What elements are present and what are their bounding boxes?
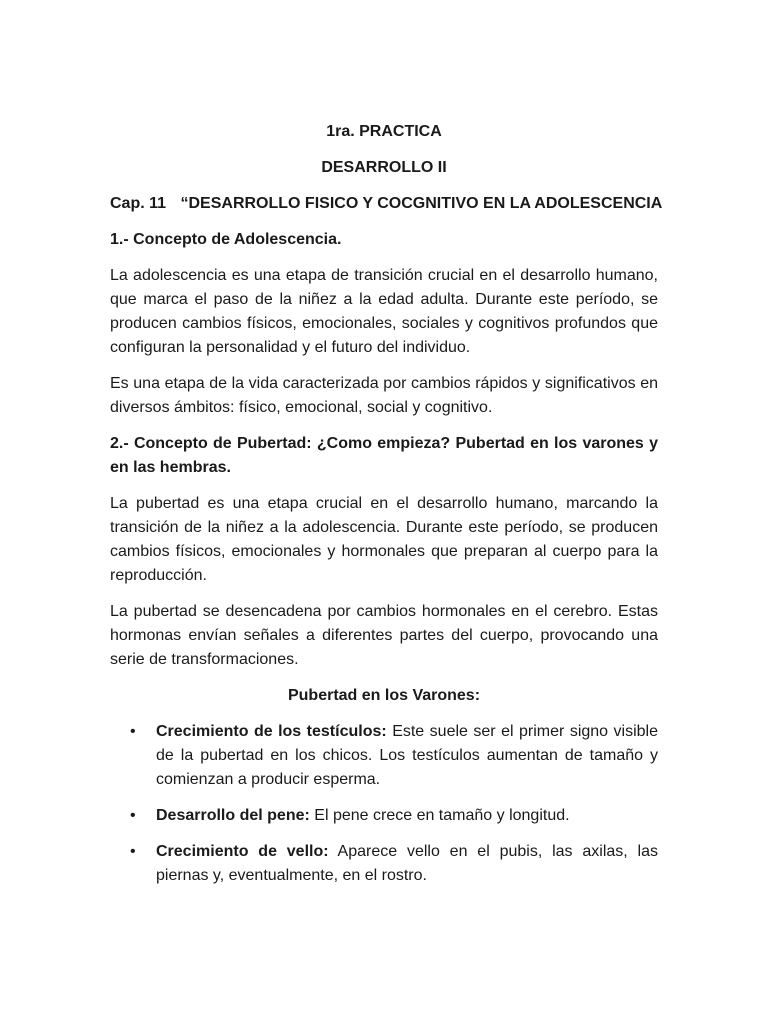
paragraph: La pubertad es una etapa crucial en el desarrollo humano, marcando la transición de la niñez a la adolescencia. Durante este período, se producen cambios físicos, emocionales y hormonales que preparan al cuerpo para la reproducción.	[110, 495, 658, 584]
bullet-icon: •	[130, 843, 136, 860]
bullet-list	[110, 720, 658, 888]
section-heading-pubertad: 2.- Concepto de Pubertad: ¿Como empieza? Pubertad en los varones y en las hembras.	[110, 435, 658, 476]
chapter-title: “DESARROLLO FISICO Y COCGNITIVO EN LA ADOLESCENCIA	[180, 195, 663, 212]
bullet-text: El pene crece en tamaño y longitud.	[314, 807, 570, 824]
bullet-text: Aparece vello en el pubis, las axilas, las piernas y, eventualmente, en el rostro.	[156, 843, 658, 884]
bullet-term: Desarrollo del pene:	[156, 807, 310, 824]
bullet-term: Crecimiento de los testículos:	[156, 723, 387, 740]
list-item	[110, 804, 658, 828]
paragraph: Es una etapa de la vida caracterizada por cambios rápidos y significativos en diversos ámbitos: físico, emocional, social y cognitivo.	[110, 375, 658, 416]
bullet-icon: •	[130, 723, 136, 740]
list-item	[110, 840, 658, 888]
paragraph: La pubertad se desencadena por cambios hormonales en el cerebro. Estas hormonas envían señales a diferentes partes del cuerpo, provocando una serie de transformaciones.	[110, 603, 658, 668]
bullet-term: Crecimiento de vello:	[156, 843, 329, 860]
chapter-heading	[110, 192, 663, 216]
document-subtitle: DESARROLLO II	[321, 159, 447, 176]
list-item	[110, 720, 658, 792]
subsection-heading: Pubertad en los Varones:	[287, 687, 481, 704]
paragraph: La adolescencia es una etapa de transición crucial en el desarrollo humano, que marca el paso de la niñez a la edad adulta. Durante este período, se producen cambios físicos, emocionales, sociales y cognitivos profundos que configuran la personalidad y el futuro del individuo.	[110, 267, 658, 356]
bullet-icon: •	[130, 807, 136, 824]
section-heading-adolescencia: 1.- Concepto de Adolescencia.	[110, 231, 342, 248]
bullet-text: Este suele ser el primer signo visible de la pubertad en los chicos. Los testículos aumentan de tamaño y comienzan a producir esperma.	[156, 723, 659, 788]
document-page	[110, 120, 663, 900]
page-title: 1ra. PRACTICA	[326, 123, 442, 140]
chapter-number: Cap. 11	[110, 195, 167, 212]
